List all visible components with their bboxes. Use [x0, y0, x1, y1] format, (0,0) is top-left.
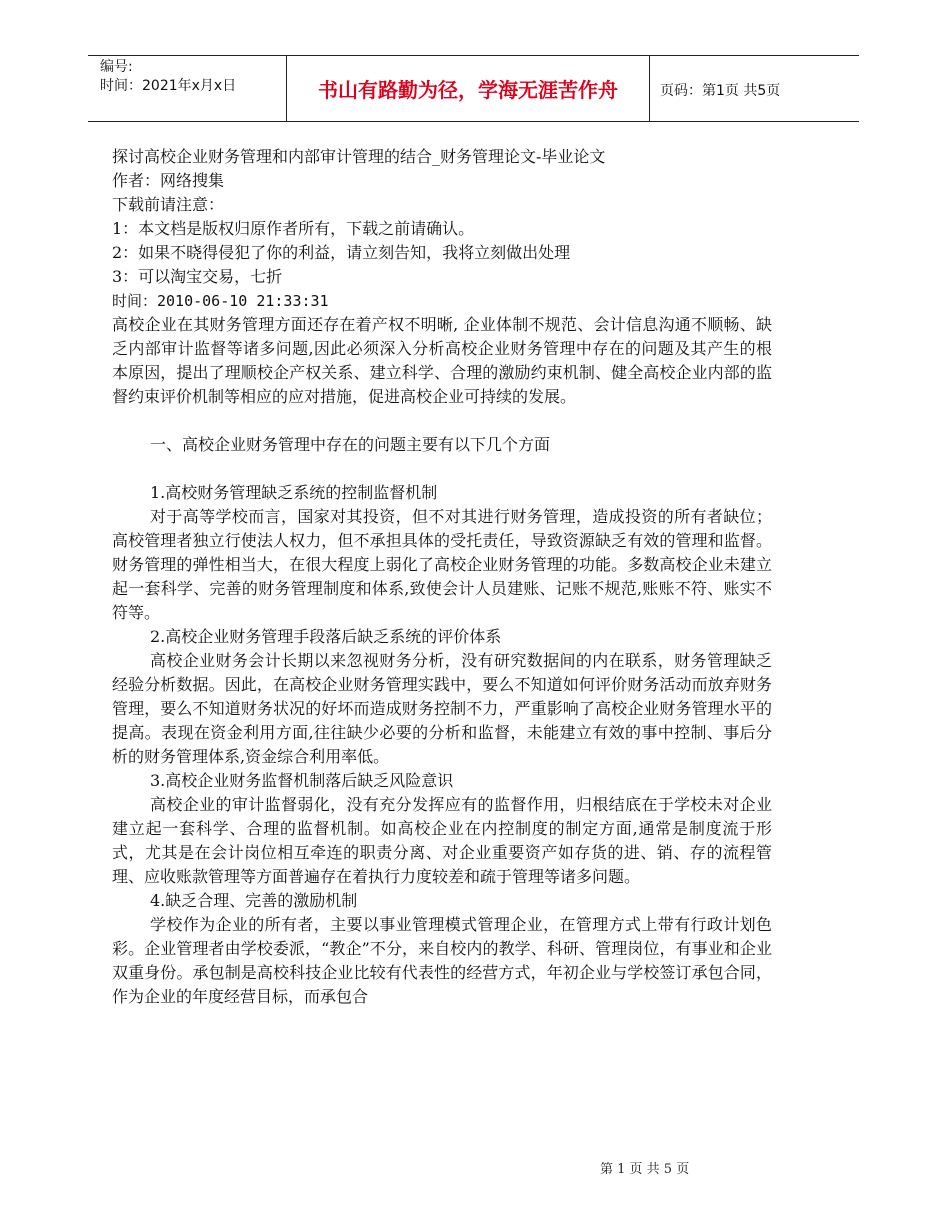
document-body — [112, 145, 772, 1009]
spacer — [112, 409, 772, 433]
time-label: 时间：2021年x月x日 — [100, 78, 237, 94]
header-motto: 书山有路勤为径，学海无涯苦作舟 — [318, 77, 618, 102]
doc-title: 探讨高校企业财务管理和内部审计管理的结合_财务管理论文-毕业论文 — [112, 147, 606, 166]
header-page-info: 页码：第1页 共5页 — [660, 83, 781, 99]
page-footer: 第 1 页 共 5 页 — [600, 1162, 690, 1177]
doc-timestamp: 时间：2010-06-10 21:33:31 — [112, 292, 329, 310]
paragraph-2: 高校企业财务会计长期以来忽视财务分析，没有研究数据间的内在联系，财务管理缺乏经验分析数据。因此，在高校企业财务管理实践中，要么不知道如何评价财务活动而放弃财务管理，要么不知道财务状况的好坏而造成财务控制不力，严重影响了高校企业财务管理水平的提高。表现在资金利用方面,往往缺少必要的分析和监督，未能建立有效的事中控制、事后分析的财务管理体系,资金综合利用率低。 — [112, 651, 772, 766]
notice-item-2: 2：如果不晓得侵犯了你的利益，请立刻告知，我将立刻做出处理 — [112, 243, 571, 262]
doc-author: 作者：网络搜集 — [112, 171, 225, 190]
section-heading-1: 一、高校企业财务管理中存在的问题主要有以下几个方面 — [150, 435, 551, 454]
notice-item-1: 1：本文档是版权归原作者所有，下载之前请确认。 — [112, 219, 475, 238]
code-label: 编号: — [100, 59, 133, 75]
header-divider-right — [649, 55, 650, 121]
notice-title: 下载前请注意： — [112, 195, 225, 214]
subheading-2: 2.高校企业财务管理手段落后缺乏系统的评价体系 — [150, 627, 502, 646]
subheading-1: 1.高校财务管理缺乏系统的控制监督机制 — [150, 483, 438, 502]
intro-paragraph: 高校企业在其财务管理方面还存在着产权不明晰, 企业体制不规范、会计信息沟通不顺畅、缺乏内部审计监督等诸多问题,因此必须深入分析高校企业财务管理中存在的问题及其产生的根本原因，提出了理顺校企产权关系、建立科学、合理的激励约束机制、健全高校企业内部的监督约束评价机制等相应的应对措施，促进高校企业可持续的发展。 — [112, 315, 772, 406]
paragraph-3: 高校企业的审计监督弱化，没有充分发挥应有的监督作用，归根结底在于学校未对企业建立起一套科学、合理的监督机制。如高校企业在内控制度的制定方面,通常是制度流于形式，尤其是在会计岗位相互牵连的职责分离、对企业重要资产如存货的进、销、存的流程管理、应收账款管理等方面普遍存在着执行力度较差和疏于管理等诸多问题。 — [112, 795, 772, 886]
subheading-3: 3.高校企业财务监督机制落后缺乏风险意识 — [150, 771, 454, 790]
paragraph-4: 学校作为企业的所有者，主要以事业管理模式管理企业，在管理方式上带有行政计划色彩。企业管理者由学校委派，“教企”不分，来自校内的教学、科研、管理岗位，有事业和企业双重身份。承包制是高校科技企业比较有代表性的经营方式，年初企业与学校签订承包合同，作为企业的年度经营目标，而承包合 — [112, 915, 772, 1006]
spacer — [112, 457, 772, 481]
notice-item-3: 3：可以淘宝交易，七折 — [112, 267, 283, 286]
header-meta — [100, 58, 285, 96]
subheading-4: 4.缺乏合理、完善的激励机制 — [150, 891, 358, 910]
paragraph-1: 对于高等学校而言，国家对其投资，但不对其进行财务管理，造成投资的所有者缺位；高校管理者独立行使法人权力，但不承担具体的受托责任，导致资源缺乏有效的管理和监督。财务管理的弹性相当大，在很大程度上弱化了高校企业财务管理的功能。多数高校企业未建立起一套科学、完善的财务管理制度和体系,致使会计人员建账、记账不规范,账账不符、账实不符等。 — [112, 507, 772, 622]
header-bottom-rule — [88, 121, 859, 122]
